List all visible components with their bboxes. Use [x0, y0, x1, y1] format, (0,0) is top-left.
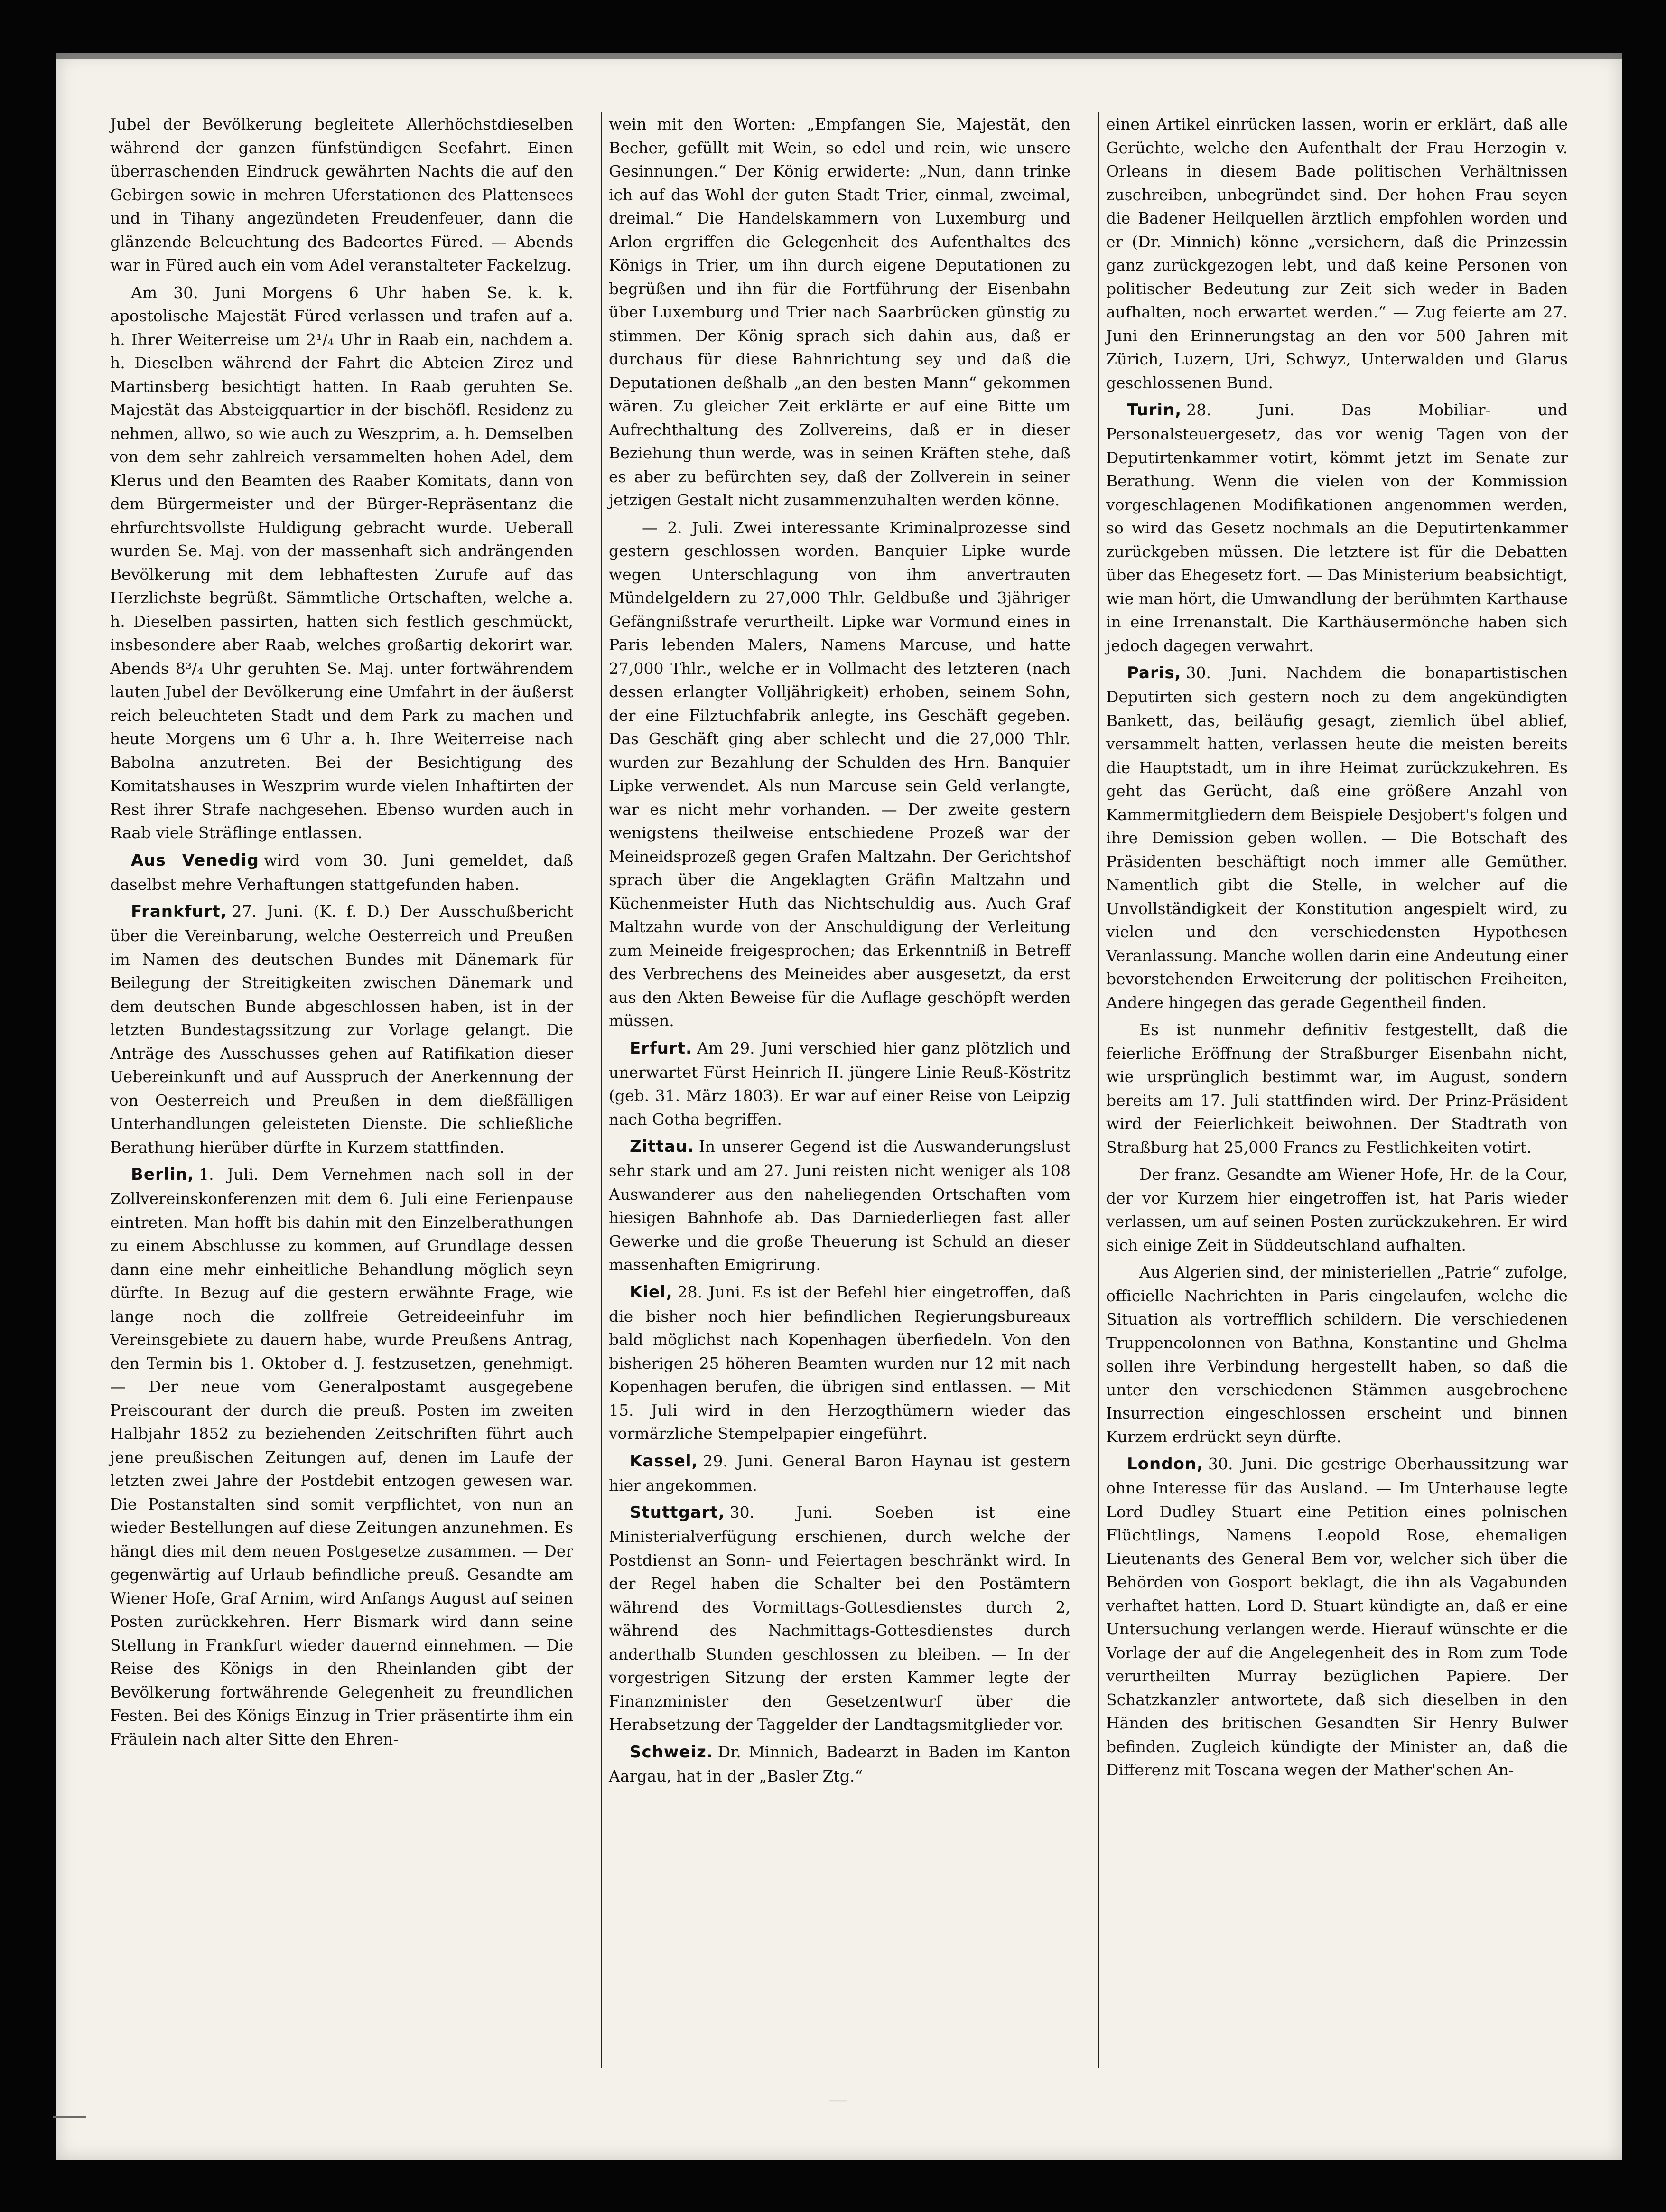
article-text: 30. Juni. Soeben ist eine Ministerialverfügung erschienen, durch welche der Postdienst an Sonn- und Feiertagen beschränkt wird. In der Regel haben die Schalter bei den Postämtern während des Vormittags-Gottesdienstes durch 2, während des Nachmittags-Gottesdienstes durch anderthalb Stunden geschlossen zu bleiben. — In der vorgestrigen Sitzung der ersten Kammer legte der Finanzminister den Gesetzentwurf über die Herabsetzung der Taggelder der Landtagsmitglieder vor. [609, 1503, 1070, 1734]
article-paragraph: Es ist nunmehr definitiv festgestellt, daß die feierliche Eröffnung der Straßburger Eisenbahn nicht, wie ursprünglich bestimmt war, im August, sondern bereits am 17. Juli stattfinden wird. Der Prinz-Präsident wird der Feierlichkeit beiwohnen. Der Stadtrath von Straßburg hat 25,000 Francs zu Festlichkeiten votirt. [1106, 1020, 1568, 1157]
bleed-through-footer: — [828, 2089, 849, 2111]
article-paragraph: einen Artikel einrücken lassen, worin er erklärt, daß alle Gerüchte, welche den Aufenthalt der Frau Herzogin v. Orleans in diesem Bade politischen Verhältnissen zuschreiben, unbegründet sind. Der hohen Frau seyen die Badener Heilquellen ärztlich empfohlen worden und er (Dr. Minnich) könne „versichern, daß die Prinzessin ganz zurückgezogen lebt, und daß keine Personen von politischer Bedeutung zur Zeit sich weder in Baden aufhalten, noch erwartet werden.“ — Zug feierte am 27. Juni den Erinnerungstag an den vor 500 Jahren mit Zürich, Luzern, Uri, Schwyz, Unterwalden und Glarus geschlossenen Bund. [1106, 115, 1568, 392]
column-3 [1098, 112, 1574, 2068]
article-paragraph [110, 1163, 573, 1751]
article-paragraph [609, 1135, 1070, 1277]
article-paragraph [110, 849, 573, 896]
dateline: Stuttgart, [630, 1503, 725, 1522]
article-text: 28. Juni. Es ist der Befehl hier eingetroffen, daß die bisher noch hier befindlichen Regierungsbureaux bald möglichst nach Kopenhagen überfiedeln. Von den bisherigen 25 höheren Beamten wurden nur 12 mit nach Kopenhagen berufen, die übrigen sind entlassen. — Mit 15. Juli wird in den Herzogthümern wieder das vormärzliche Stempelpapier eingeführt. [609, 1282, 1070, 1443]
article-paragraph: Am 30. Juni Morgens 6 Uhr haben Se. k. k. apostolische Majestät Füred verlassen und trafen auf a. h. Ihrer Weiterreise um 2¹/₄ Uhr in Raab ein, nachdem a. h. Dieselben während der Fahrt die Abteien Zirez und Martinsberg besichtigt hatten. In Raab geruhten Se. Majestät das Absteigquartier in der bischöfl. Residenz zu nehmen, allwo, so wie auch zu Weszprim, a. h. Demselben von dem sehr zahlreich versammelten hohen Adel, dem Klerus und den Beamten des Raaber Komitats, dann von dem Bürgermeister und der Bürger-Repräsentanz die ehrfurchtsvollste Huldigung gebracht wurde. Ueberall wurden Se. Maj. von der massenhaft sich andrängenden Bevölkerung mit dem lebhaftesten Zurufe auf das Herzlichste begrüßt. Sämmtliche Ortschaften, welche a. h. Dieselben passirten, hatten sich festlich geschmückt, insbesondere aber Raab, welches großartig dekorirt war. Abends 8³/₄ Uhr geruhten Se. Maj. unter fortwährendem lauten Jubel der Bevölkerung eine Umfahrt in der äußerst reich beleuchteten Stadt und dem Park zu machen und heute Morgens um 6 Uhr a. h. Ihre Weiterreise nach Babolna anzutreten. Bei der Besichtigung des Komitatshauses in Weszprim wurde vielen Inhaftirten der Rest ihrer Strafe nachgesehen. Ebenso wurden auch in Raab viele Sträflinge entlassen. [110, 283, 573, 842]
article-paragraph: wein mit den Worten: „Empfangen Sie, Majestät, den Becher, gefüllt mit Wein, so edel und rein, wie unsere Gesinnungen.“ Der König erwiderte: „Nun, dann trinke ich auf das Wohl der guten Stadt Trier, einmal, zweimal, dreimal.“ Die Handelskammern von Luxemburg und Arlon ergriffen die Gelegenheit des Aufenthaltes des Königs in Trier, um ihn durch eigene Deputationen zu begrüßen und ihn für die Fortführung der Eisenbahn über Luxemburg und Trier nach Saarbrücken günstig zu stimmen. Der König sprach sich dahin aus, daß er durchaus für diese Bahnrichtung sey und daß die Deputationen deßhalb „an den besten Mann“ gekommen wären. Zu gleicher Zeit erklärte er auf eine Bitte um Aufrechthaltung des Zollvereins, daß er in dieser Beziehung thun werde, was in seinen Kräften stehe, daß es aber zu befürchten sey, daß der Zollverein in seiner jetzigen Gestalt nicht zusammenzuhalten werden könne. [609, 115, 1070, 509]
article-paragraph: — 2. Juli. Zwei interessante Kriminalprozesse sind gestern geschlossen worden. Banquier Lipke wurde wegen Unterschlagung von ihm anvertrauten Mündelgeldern zu 27,000 Thlr. Geldbuße und 3jähriger Gefängnißstrafe verurtheilt. Lipke war Vormund eines in Paris lebenden Malers, Namens Marcuse, und hatte 27,000 Thlr., welche er in Vollmacht des letzteren (nach dessen erlangter Volljährigkeit) erhoben, seinem Sohn, der eine Filztuchfabrik anlegte, ins Geschäft gegeben. Das Geschäft ging aber schlecht und die 27,000 Thlr. wurden zur Bezahlung der Schulden des Hrn. Banquier Lipke verwendet. Als nun Marcuse sein Geld verlangte, war es nicht mehr vorhanden. — Der zweite gestern wenigstens theilweise entschiedene Prozeß war der Meineidsprozeß gegen Grafen Maltzahn. Der Gerichtshof sprach über die Angeklagten Gräfin Maltzahn und Küchenmeister Huth das Nichtschuldig aus. Auch Graf Maltzahn wurde von der Anschuldigung der Verleitung zum Meineide freigesprochen; das Erkenntniß in Betreff des Verbrechens des Meineides aber ausgesetzt, da erst aus den Akten Beweise für die Auflage geschöpft werden müssen. [609, 518, 1070, 1030]
dateline: Turin, [1127, 401, 1182, 420]
article-text: 28. Juni. Das Mobiliar- und Personalsteuergesetz, das vor wenig Tagen von der Deputirtenkammer votirt, kömmt jetzt im Senate zur Berathung. Wenn die vielen von der Kommission vorgeschlagenen Modifikationen angenommen werden, so wird das Gesetz nochmals an die Deputirtenkammer zurückgeben müssen. Die letztere ist für die Debatten über das Ehegesetz fort. — Das Ministerium beabsichtigt, wie man hört, die Umwandlung der berühmten Karthause in eine Irrenanstalt. Die Karthäusermönche haben sich jedoch dagegen verwahrt. [1106, 401, 1568, 655]
article-paragraph [110, 900, 573, 1159]
dateline: Paris, [1127, 663, 1182, 682]
article-paragraph [1106, 398, 1568, 657]
article-paragraph: Aus Algerien sind, der ministeriellen „Patrie“ zufolge, officielle Nachrichten in Paris eingelaufen, welche die Situation als vortrefflich schildern. Die verschiedenen Truppencolonnen von Bathna, Konstantine und Ghelma sollen ihre Verbindung hergestellt haben, so daß die unter den verschiedenen Stämmen ausgebrochene Insurrection eingeschlossen erscheint und binnen Kurzem erdrückt seyn dürfte. [1106, 1263, 1568, 1446]
article-paragraph [609, 1501, 1070, 1736]
article-paragraph [609, 1740, 1070, 1788]
page-top-edge [56, 53, 1622, 59]
article-text: wird vom 30. Juni gemeldet, daß daselbst mehre Verhaftungen stattgefunden haben. [110, 850, 574, 894]
dateline: Frankfurt, [131, 902, 227, 921]
column-1 [103, 112, 580, 2068]
article-paragraph [1106, 1452, 1568, 1782]
article-paragraph: Jubel der Bevölkerung begleitete Allerhöchstdieselben während der ganzen fünfstündigen Seefahrt. Einen überraschenden Eindruck gewährten Nachts die auf den Gebirgen sowie in mehren Uferstationen des Plattensees und in Tihany angezündeten Freudenfeuer, dann die glänzende Beleuchtung des Badeortes Füred. — Abends war in Füred auch ein vom Adel veranstalteter Fackelzug. [110, 115, 573, 274]
dateline: Berlin, [131, 1165, 195, 1184]
article-paragraph: Der franz. Gesandte am Wiener Hofe, Hr. de la Cour, der vor Kurzem hier eingetroffen ist, hat Paris wieder verlassen, um auf seinen Posten zurückzukehren. Er wird sich einige Zeit in Süddeutschland aufhalten. [1106, 1165, 1568, 1254]
article-text: 29. Juni. General Baron Haynau ist gestern hier angekommen. [609, 1451, 1070, 1494]
article-paragraph [1106, 661, 1568, 1014]
dateline: Zittau. [630, 1137, 694, 1156]
newspaper-page [56, 53, 1622, 2160]
edge-mark [53, 2116, 86, 2118]
article-text: Dr. Minnich, Badearzt in Baden im Kanton Aargau, hat in der „Basler Ztg.“ [609, 1742, 1070, 1785]
article-paragraph [609, 1449, 1070, 1497]
article-text: 30. Juni. Die gestrige Oberhaussitzung war ohne Interesse für das Ausland. — Im Unterhause legte Lord Dudley Stuart eine Petition eines polnischen Flüchtlings, Namens Leopold Rose, ehemaligen Lieutenants des General Bem vor, welcher sich über die Behörden von Gosport beklagt, die ihn als Vagabunden verhaftet hatten. Lord D. Stuart kündigte an, daß er eine Untersuchung verlangen werde. Hierauf wünschte er die Vorlage der auf die Angelegenheit des in Rom zum Tode verurtheilten Murray bezüglichen Papiere. Der Schatzkanzler antwortete, daß sich dieselben in den Händen des britischen Gesandten Sir Henry Bulwer befinden. Zugleich kündigte der Minister an, daß die Differenz mit Toscana wegen der Mather'schen An- [1106, 1455, 1568, 1779]
article-text: Am 29. Juni verschied hier ganz plötzlich und unerwartet Fürst Heinrich II. jüngere Linie Reuß-Köstritz (geb. 31. März 1803). Er war auf einer Reise von Leipzig nach Gotha begriffen. [609, 1038, 1070, 1129]
dateline: Erfurt. [630, 1038, 692, 1058]
article-text: 1. Juli. Dem Vernehmen nach soll in der Zollvereinskonferenzen mit dem 6. Juli eine Ferienpause eintreten. Man hofft bis dahin mit den Einzelberathungen zu einem Abschlusse zu kommen, auf Grundlage dessen dann eine mehr einheitliche Behandlung möglich seyn dürfte. In Bezug auf die gestern erwähnte Frage, wie lange noch die zollfreie Getreideeinfuhr im Vereinsgebiete zu dauern habe, wurde Preußens Antrag, den Termin bis 1. Oktober d. J. festzusetzen, genehmigt. — Der neue vom Generalpostamt ausgegebene Preiscourant der durch die preuß. Posten im zweiten Halbjahr 1852 zu beziehenden Zeitschriften führt auch jene preußischen Zeitungen auf, denen im Laufe der letzten zwei Jahre der Postdebit entzogen gewesen war. Die Postanstalten sind somit verpflichtet, von nun an wieder Bestellungen auf diese Zeitungen anzunehmen. Es hängt dies mit dem neuen Postgesetze zusammen. — Der gegenwärtig auf Urlaub befindliche preuß. Gesandte am Wiener Hofe, Graf Arnim, wird Anfangs August auf seinen Posten zurückkehren. Herr Bismark wird dann seine Stellung in Frankfurt wieder dauernd einnehmen. — Die Reise des Königs in den Rheinlanden gibt der Bevölkerung fortwährende Gelegenheit zu freundlichen Festen. Bei des Königs Einzug in Trier präsentirte ihm ein Fräulein nach alter Sitte den Ehren- [110, 1165, 573, 1748]
article-paragraph [609, 1036, 1070, 1131]
dateline: London, [1127, 1455, 1204, 1474]
dateline: Schweiz. [630, 1742, 713, 1762]
text-columns [103, 112, 1574, 2068]
dateline: Kiel, [630, 1282, 673, 1302]
dateline: Kassel, [630, 1451, 698, 1471]
article-text: 27. Juni. (K. f. D.) Der Ausschußbericht über die Vereinbarung, welche Oesterreich und Preußen im Namen des deutschen Bundes mit Dänemark für Beilegung der Streitigkeiten zwischen Dänemark und dem deutschen Bunde abgeschlossen haben, ist in der letzten Bundestagssitzung zur Vorlage gelangt. Die Anträge des Ausschusses gehen auf Ratifikation dieser Uebereinkunft und auf Ausspruch der Anerkennung der von Oesterreich und Preußen in dem dießfälligen Unterhandlungen geleisteten Dienste. Die schließliche Berathung hierüber dürfte in Kurzem stattfinden. [110, 902, 573, 1157]
article-paragraph [609, 1280, 1070, 1446]
column-2 [601, 112, 1077, 2068]
dateline: Aus Venedig [131, 850, 259, 870]
article-text: 30. Juni. Nachdem die bonapartistischen Deputirten sich gestern noch zu dem angekündigten Bankett, das, beiläufig gesagt, ziemlich übel ablief, versammelt hatten, verlassen heute die meisten bereits die Hauptstadt, um in ihre Heimat zurückzukehren. Es geht das Gerücht, daß eine größere Anzahl von Kammermitgliedern dem Beispiele Desjobert's folgen und ihre Demission geben wollen. — Die Botschaft des Präsidenten beschäftigt noch immer alle Gemüther. Namentlich gibt die Stelle, in welcher auf die Unvollständigkeit der Konstitution angespielt wird, zu vielen und den verschiedensten Hypothesen Veranlassung. Manche wollen darin eine Andeutung einer bevorstehenden Erweiterung der politischen Freiheiten, Andere hingegen das gerade Gegentheil finden. [1106, 663, 1568, 1012]
article-text: In unserer Gegend ist die Auswanderungslust sehr stark und am 27. Juni reisten nicht weniger als 108 Auswanderer aus den naheliegenden Ortschaften vom hiesigen Bahnhofe ab. Das Darniederliegen fast aller Gewerke und die große Theuerung ist Schuld an dieser massenhaften Emigrirung. [609, 1137, 1070, 1274]
